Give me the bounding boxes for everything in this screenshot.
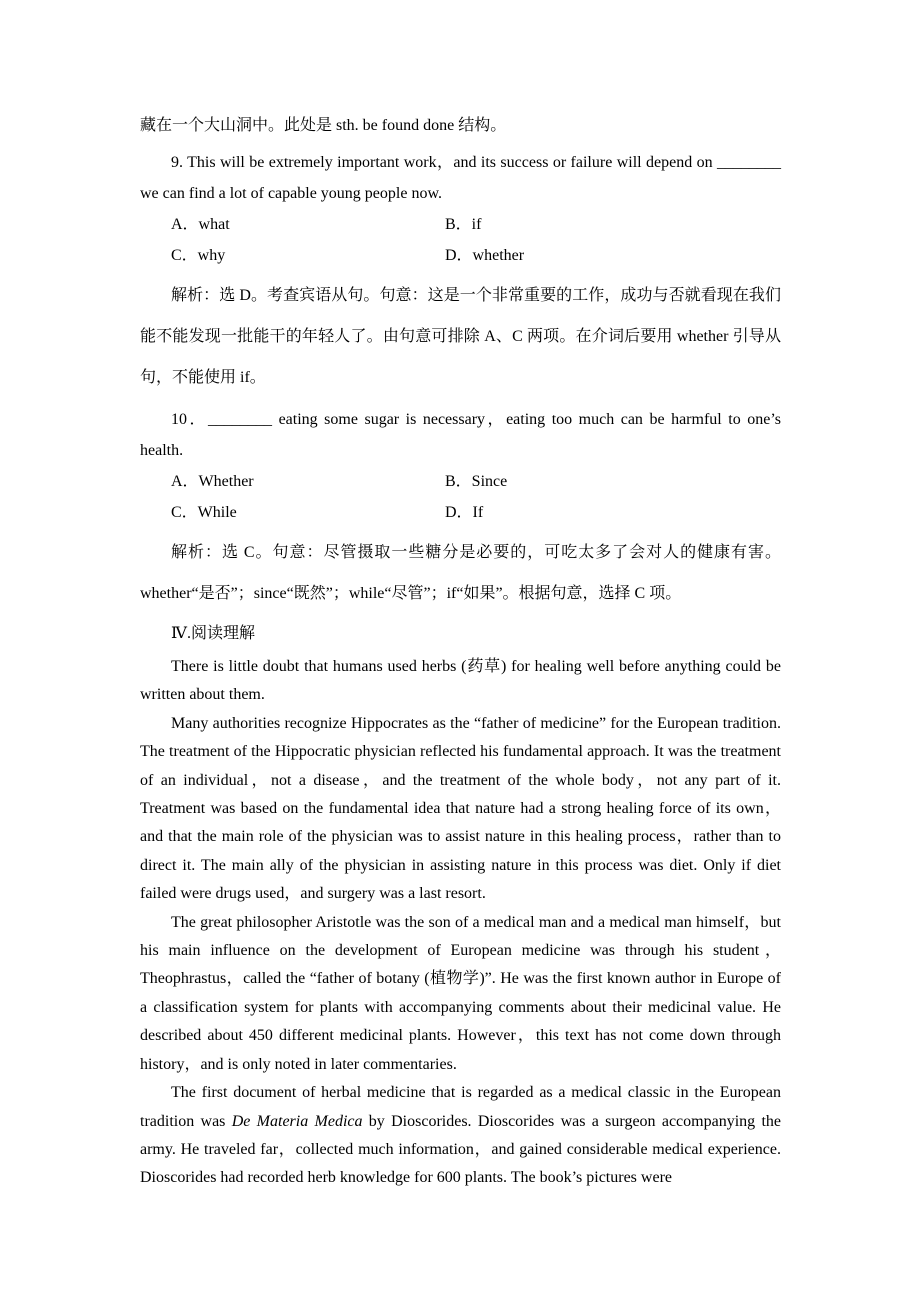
passage-paragraph-4-before: The first document of herbal medicine that is regarded as a medical classic in the European tradition was xyxy=(140,1084,781,1130)
question-9-text: 9. This will be extremely important work，and its success or failure will depend on ________ we can find a lot of capable young people now. xyxy=(140,154,781,202)
question-9-options-row-2 xyxy=(140,240,781,271)
question-9-options-row-1 xyxy=(140,209,781,240)
passage-book-title: De Materia Medica xyxy=(231,1112,363,1130)
question-9-option-d: D．whether xyxy=(445,247,525,264)
question-10-option-c: C．While xyxy=(171,504,237,521)
passage-paragraph-4-after: by Dioscorides. Dioscorides was a surgeon accompanying the army. He traveled far，collected much information，and gained considerable medical experience. Dioscorides had recorded herb knowledge for 600 plants. The book’s pictures were xyxy=(140,1112,781,1187)
question-9-option-a: A．what xyxy=(171,216,230,233)
passage-paragraph-3: The great philosopher Aristotle was the son of a medical man and a medical man himself，but his main influence on the development of European medicine was through his student，Theophrastus，called the “father of botany (植物学)”. He was the first known author in Europe of a classification system for plants with accompanying comments about their medicinal value. He described about 450 different medicinal plants. However，this text has not come down through history，and is only noted in later commentaries. xyxy=(140,913,781,1073)
question-10-option-a: A．Whether xyxy=(171,473,254,490)
question-10-analysis: 解析：选 C。句意：尽管摄取一些糖分是必要的，可吃太多了会对人的健康有害。whether“是否”；since“既然”；while“尽管”；if“如果”。根据句意，选择 C 项。 xyxy=(140,544,781,602)
question-10-options-row-1 xyxy=(140,466,781,497)
question-10-option-d: D．If xyxy=(445,504,484,521)
question-10-options-row-2 xyxy=(140,497,781,528)
passage-paragraph-2: Many authorities recognize Hippocrates as the “father of medicine” for the European tradition. The treatment of the Hippocratic physician reflected his fundamental approach. It was the treatment of an individual，not a disease，and the treatment of the whole body，not any part of it. Treatment was based on the fundamental idea that nature had a strong healing force of its own，and that the main role of the physician was to assist nature in this healing process，rather than to direct it. The main ally of the physician in assisting nature in this process was diet. Only if diet failed were drugs used，and surgery was a last resort. xyxy=(140,714,781,903)
question-10-text: 10．________ eating some sugar is necessary，eating too much can be harmful to one’s health. xyxy=(140,411,781,459)
question-10-option-b: B．Since xyxy=(445,473,508,490)
section-4-heading: Ⅳ.阅读理解 xyxy=(171,625,255,642)
explanation-continuation: 藏在一个大山洞中。此处是 sth. be found done 结构。 xyxy=(140,117,507,134)
passage-paragraph-1: There is little doubt that humans used herbs (药草) for healing well before anything could be written about them. xyxy=(140,658,781,704)
passage-paragraph-4 xyxy=(140,1079,781,1193)
question-9-analysis: 解析：选 D。考查宾语从句。句意：这是一个非常重要的工作，成功与否就看现在我们能不能发现一批能干的年轻人了。由句意可排除 A、C 两项。在介词后要用 whether 引导从句，不能使用 if。 xyxy=(140,287,781,386)
question-9-option-c: C．why xyxy=(171,247,226,264)
question-9-option-b: B．if xyxy=(445,216,482,233)
